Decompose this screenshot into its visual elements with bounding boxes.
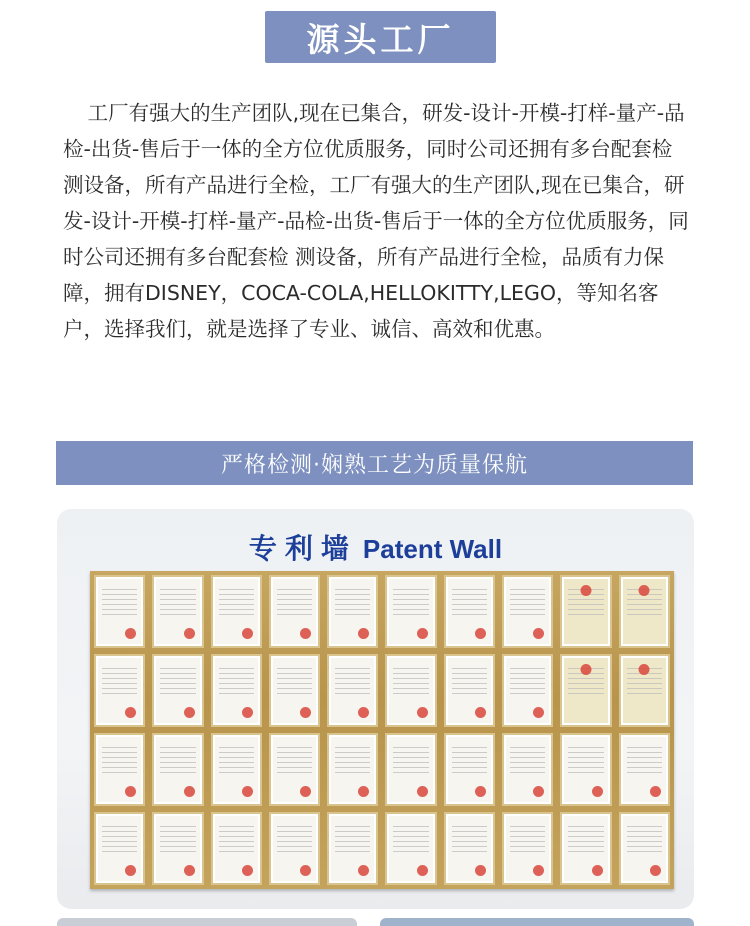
patent-certificate [327, 733, 378, 806]
patent-wall-title-cn: 专利墙 [248, 532, 357, 565]
patent-certificate [327, 812, 378, 885]
patent-certificate [269, 654, 320, 727]
patent-certificate [211, 733, 262, 806]
patent-certificate [152, 654, 203, 727]
patent-wall-photo [57, 509, 694, 909]
intro-paragraph: 工厂有强大的生产团队,现在已集合，研发-设计-开模-打样-量产-品检-出货-售后于一体的全方位优质服务，同时公司还拥有多台配套检 测设备，所有产品进行全检，工厂有强大的生产团队,现在已集合，研发-设计-开模-打样-量产-品检-出货-售后于一体的全方位优质服务，同时公司还拥有多台配套检 测设备，所有产品进行全检，品质有力保障，拥有DISNEY，COCA-COLA,HELLOKITTY,LEGO，等知名客户，选择我们，就是选择了专业、诚信、高效和优惠。 [63, 101, 689, 341]
patent-certificate [560, 733, 611, 806]
patent-certificate [444, 654, 495, 727]
next-photo-left-edge [57, 918, 357, 926]
patent-board [90, 571, 674, 889]
quality-banner-text: 严格检测·娴熟工艺为质量保航 [221, 452, 528, 478]
patent-certificate [502, 575, 553, 648]
patent-certificate [560, 575, 611, 648]
patent-certificate [560, 812, 611, 885]
patent-certificate [152, 812, 203, 885]
patent-certificate [502, 733, 553, 806]
patent-certificate [94, 575, 145, 648]
patent-certificate [385, 654, 436, 727]
patent-certificate [619, 654, 670, 727]
next-photo-right-edge [380, 918, 694, 926]
patent-certificate [327, 575, 378, 648]
patent-certificate [385, 733, 436, 806]
patent-certificate [152, 575, 203, 648]
patent-certificate [502, 812, 553, 885]
patent-certificate [152, 733, 203, 806]
patent-certificate [619, 733, 670, 806]
certificate-grid [94, 575, 670, 885]
patent-certificate [385, 812, 436, 885]
patent-certificate [211, 654, 262, 727]
quality-banner [56, 441, 693, 485]
patent-certificate [327, 654, 378, 727]
patent-certificate [619, 812, 670, 885]
patent-certificate [385, 575, 436, 648]
patent-certificate [444, 575, 495, 648]
patent-certificate [94, 733, 145, 806]
patent-certificate [444, 812, 495, 885]
patent-certificate [502, 654, 553, 727]
patent-certificate [94, 654, 145, 727]
patent-certificate [619, 575, 670, 648]
patent-certificate [560, 654, 611, 727]
section-title: 源头工厂 [306, 19, 455, 59]
patent-certificate [444, 733, 495, 806]
patent-certificate [211, 812, 262, 885]
patent-certificate [94, 812, 145, 885]
patent-certificate [269, 733, 320, 806]
patent-wall-title [57, 527, 694, 567]
patent-certificate [211, 575, 262, 648]
section-title-tab [265, 11, 496, 63]
patent-certificate [269, 812, 320, 885]
patent-wall-title-en: Patent Wall [362, 534, 503, 564]
patent-certificate [269, 575, 320, 648]
